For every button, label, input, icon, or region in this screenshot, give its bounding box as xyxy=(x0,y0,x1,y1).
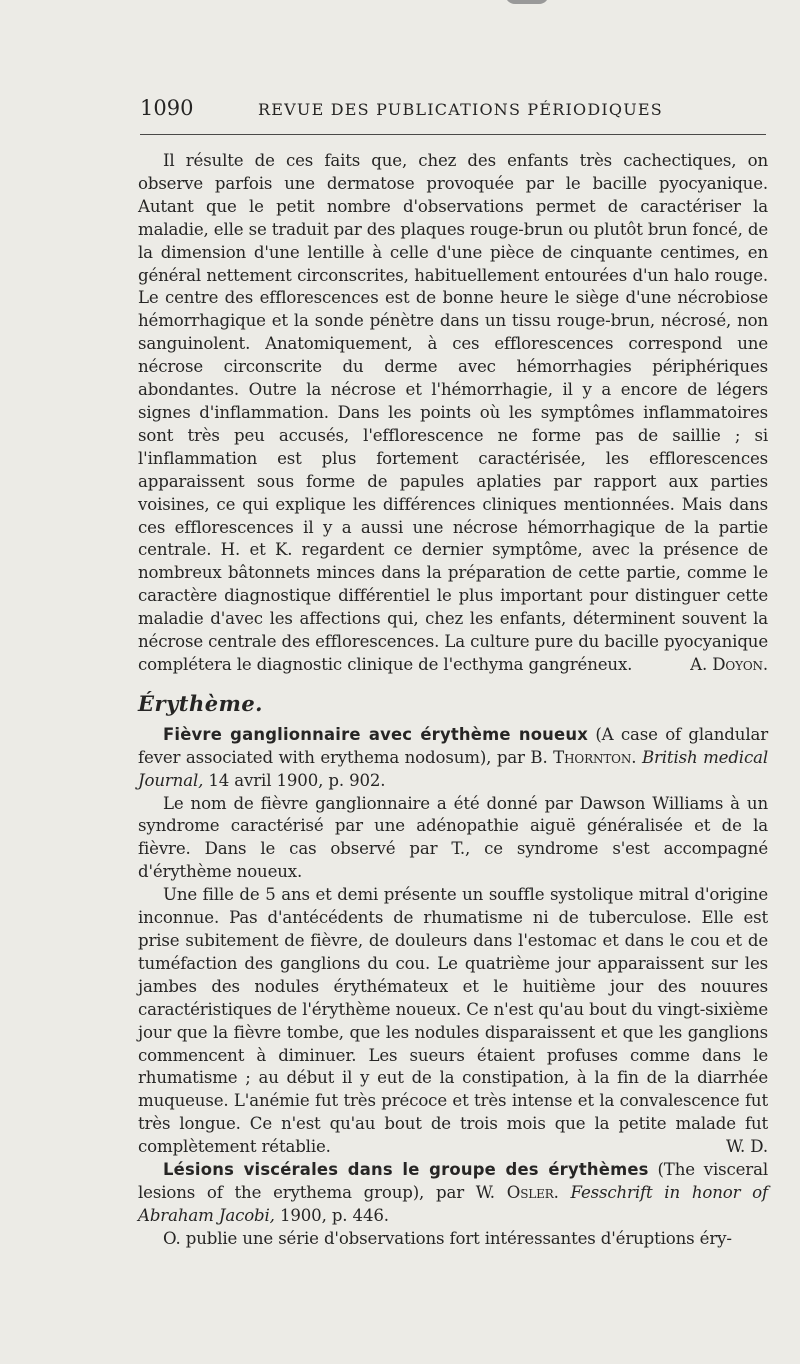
article1-date: 14 avril 1900, p. 902. xyxy=(208,770,386,790)
intro-text: Il résulte de ces faits que, chez des enfants très cachectiques, on observe parfois une dermatose provoquée par le bacille pyocyanique. Autant que le petit nombre d'observations permet de caractériser la maladie, elle se traduit par des plaques rouge-brun ou plutôt brun foncé, de la dimension d'une lentille à celle d'une pièce de cinquante centimes, en général nettement circonscrites, habituellement entourées d'un halo rouge. Le centre des efflorescences est de bonne heure le siège d'une nécrobiose hémorrhagique et la sonde pénètre dans un tissu rouge-brun, nécrosé, non sanguinolent. Anatomiquement, à ces efflorescences correspond une nécrose circonscrite du derme avec hémorrhagies périphériques abondantes. Outre la nécrose et l'hémorrhagie, il y a encore de légers signes d'inflammation. Dans les points où les symptômes inflammatoires sont très peu accusés, l'efflorescence ne forme pas de saillie ; si l'inflammation est plus fortement caractérisée, les efflorescences apparaissent sous forme de papules aplaties par rapport aux parties voisines, ce qui explique les différences cliniques mentionnées. Mais dans ces efflorescences il y a aussi une nécrose hémorrhagique de la partie centrale. H. et K. regardent ce dernier symptôme, avec la présence de nombreux bâtonnets minces dans la préparation de cette partie, comme le caractère diagnostique différentiel le plus important pour distinguer cette maladie d'avec les affections qui, chez les enfants, déterminent souvent la nécrose centrale des efflorescences. La culture pure du bacille pyocyanique complétera le diagnostic clinique de l'ecthyma gangréneux. xyxy=(138,151,768,674)
page-number: 1090 xyxy=(140,96,194,120)
article2-heading xyxy=(138,1159,768,1228)
header-rule xyxy=(140,134,766,135)
article1-signature: W. D. xyxy=(726,1137,768,1157)
intro-paragraph xyxy=(138,150,768,677)
article2-date: 1900, p. 446. xyxy=(279,1205,389,1225)
article2-reference: (The visceral lesions of the erythema group), par W. xyxy=(138,1160,768,1202)
article1-journal: British medical Journal, xyxy=(138,747,768,790)
article1-reference: (A case of glandular fever associated with erythema nodosum), par B. xyxy=(138,724,768,767)
article1-paragraph-2 xyxy=(138,884,768,1159)
article1-paragraph-1: Le nom de fièvre ganglionnaire a été donné par Dawson Williams à un syndrome caractérisé par une adénopathie aiguë généralisée et de la fièvre. Dans le cas observé par T., ce syndrome s'est accompagné d'érythème noueux. xyxy=(138,793,768,882)
running-title: REVUE DES PUBLICATIONS PÉRIODIQUES xyxy=(258,100,663,119)
article1-paragraph-2-text: Une fille de 5 ans et demi présente un souffle systolique mitral d'origine inconnue. Pas d'antécédents de rhumatisme ni de tuberculose. Elle est prise subitement de fièvre, de douleurs dans l'estomac et dans le cou et de tuméfaction des ganglions du cou. Le quatrième jour apparaissent sur les jambes des nodules érythémateux et le huitième jour des nouures caractéristiques de l'érythème noueux. Ce n'est qu'au bout du vingt-sixième jour que la fièvre tombe, que les nodules disparaissent et que les ganglions commencent à diminuer. Les sueurs étaient profuses comme dans le rhumatisme ; au début il y eut de la constipation, à la fin de la diarrhée muqueuse. L'anémie fut très précoce et très intense et la convalescence fut très longue. Ce n'est qu'au bout de trois mois que la petite malade fut complètement rétablie. xyxy=(138,885,768,1157)
section-title: Érythème. xyxy=(138,690,263,716)
article2-title: Lésions viscérales dans le groupe des érythèmes xyxy=(163,1160,649,1180)
article2-paragraph-1: O. publie une série d'observations fort intéressantes d'éruptions éry- xyxy=(163,1228,732,1248)
running-header xyxy=(140,96,767,126)
article1-heading xyxy=(138,724,768,793)
body-text xyxy=(138,150,768,1251)
article2-journal: Fesschrift in honor of Abraham Jacobi, xyxy=(138,1182,768,1225)
intro-signature: A. Doyon. xyxy=(690,654,768,674)
article1-title: Fièvre ganglionnaire avec érythème noueux xyxy=(163,724,588,744)
article2-author: Osler. xyxy=(506,1182,559,1202)
scan-mark xyxy=(505,0,549,4)
article1-author: Thornton. xyxy=(553,747,637,767)
